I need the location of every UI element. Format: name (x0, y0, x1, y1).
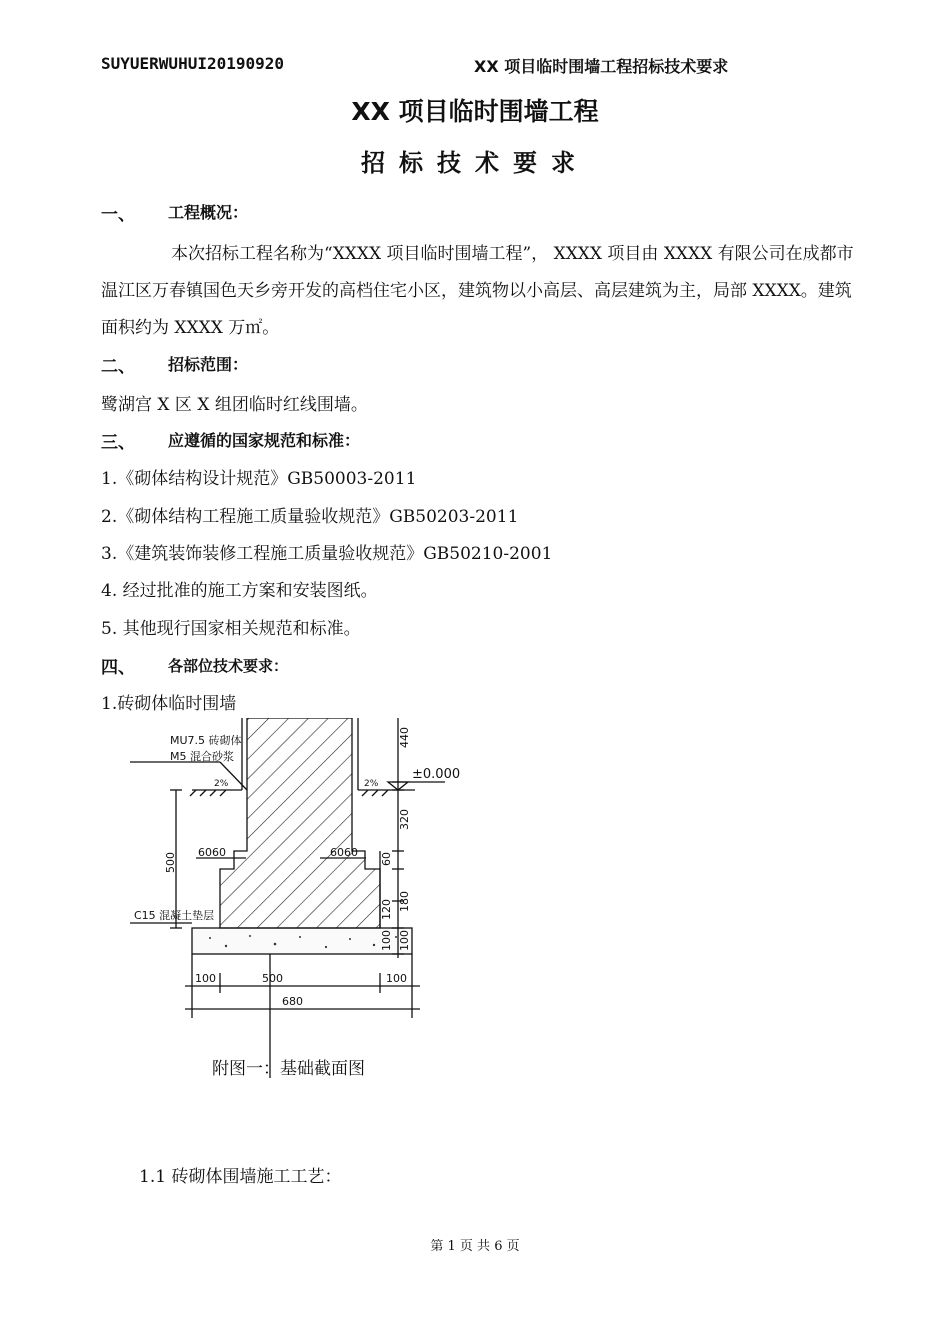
dim-100-b: 100 (398, 930, 411, 951)
slope-right: 2% (364, 779, 379, 789)
standard-item-3: 3.《建筑装饰装修工程施工质量验收规范》GB50210-2001 (101, 544, 553, 564)
dim-680: 680 (282, 995, 303, 1008)
section-4-title: 各部位技术要求： (168, 657, 289, 675)
label-mortar: M5 混合砂浆 (170, 750, 234, 763)
section-1-title: 工程概况： (168, 203, 249, 222)
dim-180: 180 (398, 891, 411, 912)
section-3-number: 三、 (101, 433, 135, 453)
dim-500-vertical: 500 (164, 852, 177, 873)
dim-500: 500 (262, 972, 283, 985)
step-dim-left: 6060 (198, 846, 226, 859)
label-brick: MU7.5 砖砌体 (170, 734, 242, 747)
document-subtitle: 招标技术要求 (361, 149, 589, 177)
section-2-title: 招标范围： (168, 355, 249, 374)
section-4-number: 四、 (101, 658, 135, 678)
dim-100-left: 100 (195, 972, 216, 985)
header-doc-code: SUYUERWUHUI20190920 (101, 54, 285, 73)
step-dim-right: 6060 (330, 846, 358, 859)
page-footer: 第 1 页 共 6 页 (430, 1239, 520, 1254)
scope-text: 鹭湖宫 X 区 X 组团临时红线围墙。 (101, 395, 368, 415)
foundation-section-drawing (130, 718, 470, 1088)
dim-100-right: 100 (386, 972, 407, 985)
dim-120: 120 (380, 899, 393, 920)
dim-60: 60 (380, 852, 393, 866)
header-doc-title: XX 项目临时围墙工程招标技术要求 (474, 57, 729, 76)
dim-440: 440 (398, 727, 411, 748)
section-3-title: 应遵循的国家规范和标准： (168, 431, 361, 450)
dim-320: 320 (398, 809, 411, 830)
standard-item-5: 5. 其他现行国家相关规范和标准。 (101, 619, 361, 639)
dim-100-a: 100 (380, 930, 393, 951)
figure-caption: 附图一：基础截面图 (212, 1059, 365, 1079)
label-c15: C15 混凝土垫层 (134, 909, 215, 922)
tech-item-1-1: 1.1 砖砌体围墙施工工艺： (139, 1167, 342, 1187)
section-2-number: 二、 (101, 357, 135, 377)
standard-item-2: 2.《砌体结构工程施工质量验收规范》GB50203-2011 (101, 507, 519, 527)
standard-item-1: 1.《砌体结构设计规范》GB50003-2011 (101, 469, 417, 489)
standard-item-4: 4. 经过批准的施工方案和安装图纸。 (101, 581, 378, 601)
slope-left: 2% (214, 779, 229, 789)
section-1-number: 一、 (101, 205, 135, 225)
document-title: XX 项目临时围墙工程 (351, 97, 599, 126)
elevation-label: ±0.000 (412, 767, 461, 782)
overview-paragraph: 本次招标工程名称为“XXXX 项目临时围墙工程”， XXXX 项目由 XXXX 有限公司在成都市温江区万春镇国色天乡旁开发的高档住宅小区，建筑物以小高层、高层建筑为主，局部 XXXX。建筑面积约为 XXXX 万㎡。 (101, 244, 854, 338)
tech-item-1: 1.砖砌体临时围墙 (101, 694, 237, 714)
